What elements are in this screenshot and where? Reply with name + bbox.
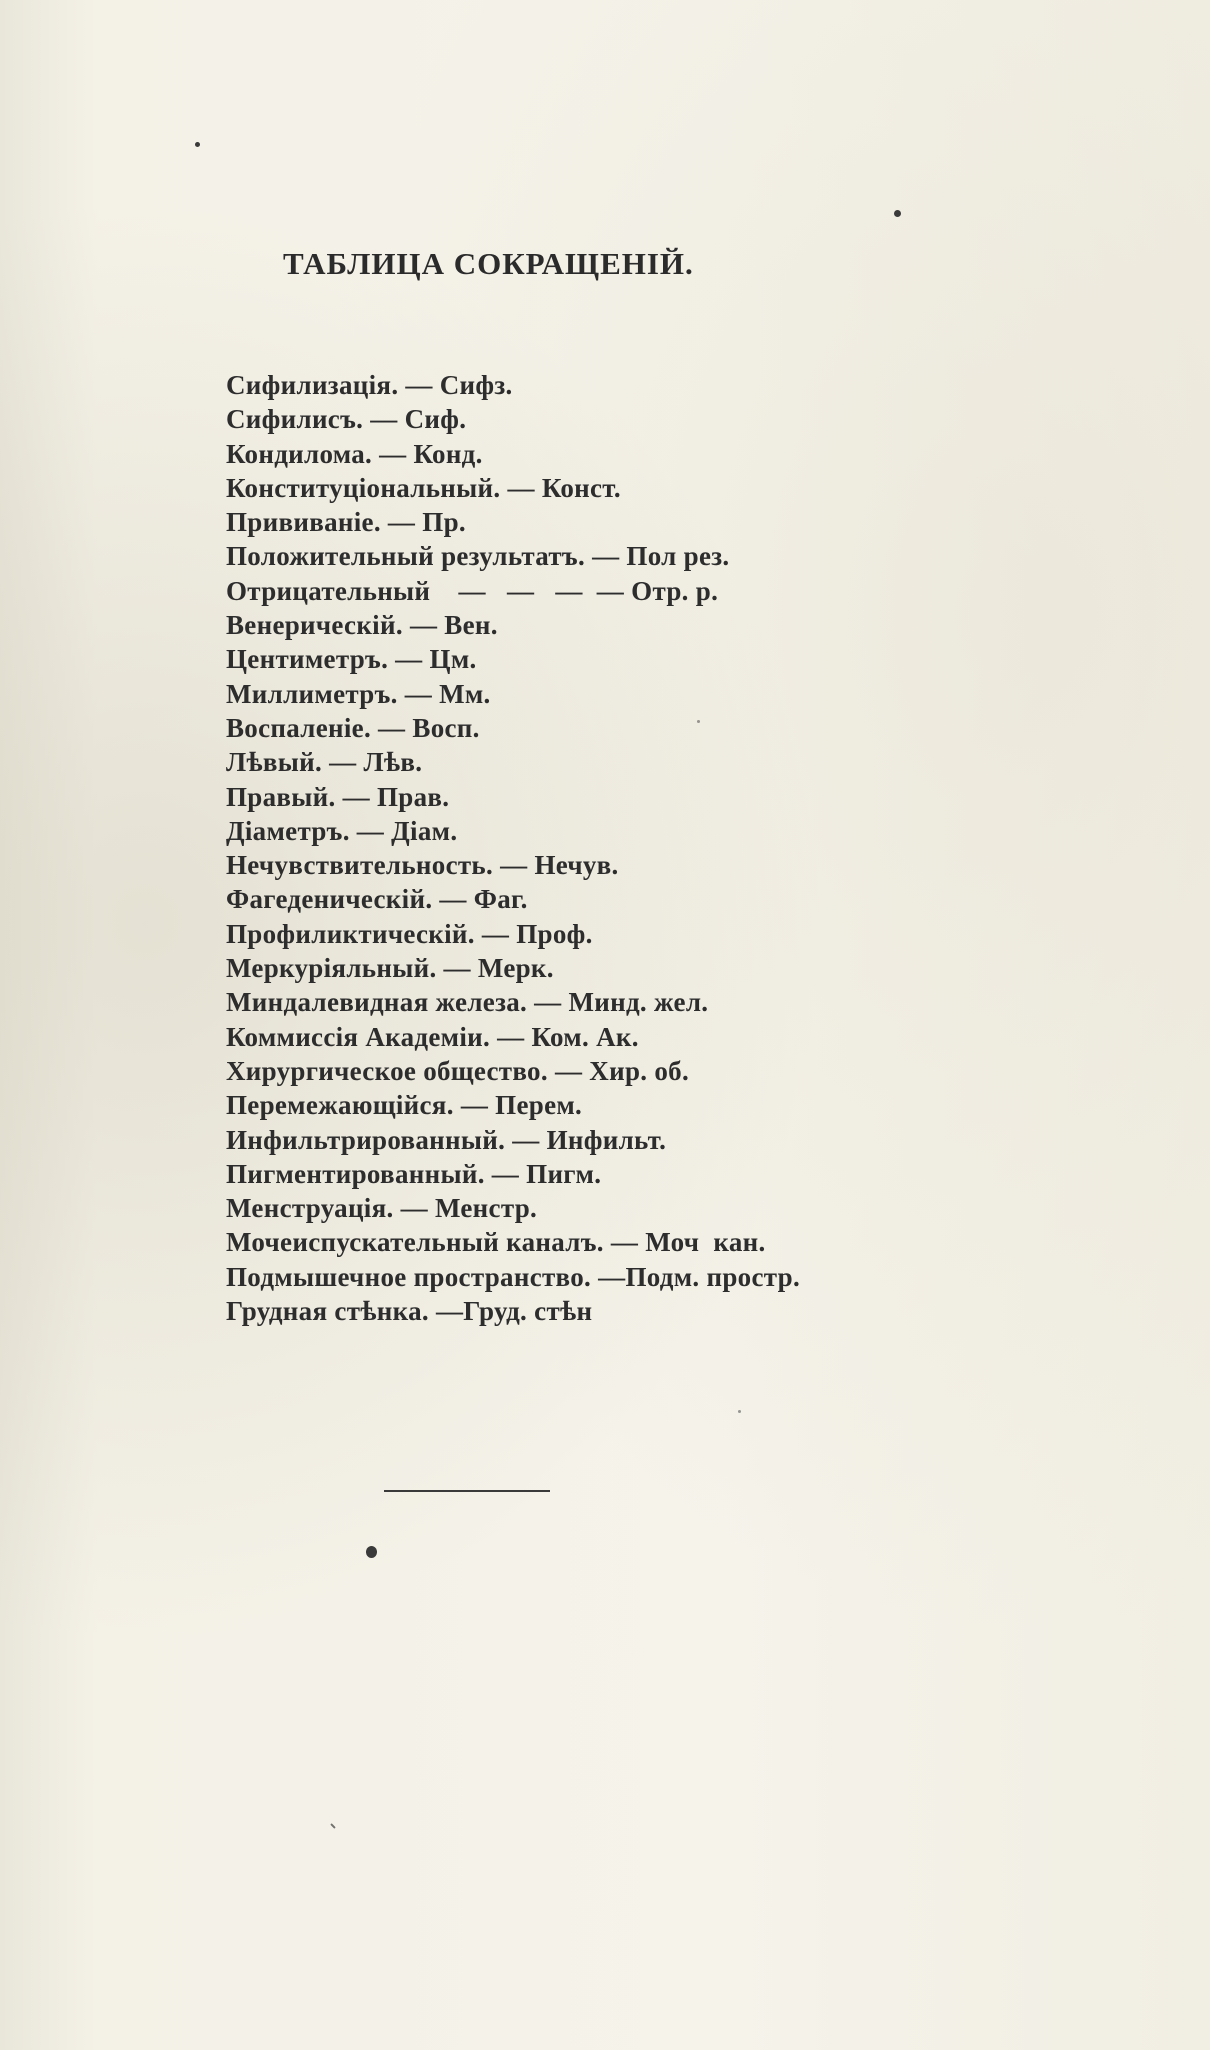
abbreviation-entry: Прививаніе. — Пр.	[226, 507, 466, 538]
abbreviation-entry: Менструація. — Менстр.	[226, 1193, 538, 1224]
abbreviation-entry: Миллиметръ. — Мм.	[226, 678, 491, 709]
abbreviation-entry: Фагеденическій. — Фаг.	[226, 884, 528, 915]
abbreviation-entry: Хирургическое общество. — Хир. об.	[226, 1055, 690, 1086]
abbreviation-entry: Коммиссія Академіи. — Ком. Ак.	[226, 1021, 639, 1052]
closing-rule	[384, 1490, 550, 1492]
abbreviation-entry: Кондилома. — Конд.	[226, 438, 483, 469]
abbreviation-entry: Профиликтическій. — Проф.	[226, 918, 593, 949]
abbreviation-entry: Перемежающійся. — Перем.	[226, 1090, 583, 1121]
abbreviation-entry: Подмышечное пространство. —Подм. простр.	[226, 1261, 801, 1292]
abbreviation-entry: Воспаленіе. — Восп.	[226, 712, 480, 743]
abbreviation-entry: Діаметръ. — Діам.	[226, 815, 458, 846]
abbreviation-entry: Сифилисъ. — Сиф.	[226, 404, 467, 435]
ink-speck	[366, 1546, 377, 1558]
abbreviation-entry: Положительный результатъ. — Пол рез.	[226, 541, 730, 572]
ink-speck	[738, 1410, 741, 1413]
abbreviation-entry: Отрицательный — — — — Отр. р.	[226, 575, 719, 606]
abbreviation-list	[226, 368, 800, 1328]
abbreviation-entry: Конституціональный. — Конст.	[226, 472, 621, 503]
abbreviation-entry: Сифилизація. — Сифз.	[226, 370, 513, 400]
page-title: ТАБЛИЦА СОКРАЩЕНІЙ.	[283, 246, 694, 281]
abbreviation-entry: Пигментированный. — Пигм.	[226, 1158, 602, 1189]
abbreviation-entry: Инфильтрированный. — Инфильт.	[226, 1124, 667, 1155]
abbreviation-entry: Лѣвый. — Лѣв.	[226, 747, 423, 778]
abbreviation-entry: Мочеиспускательный каналъ. — Моч кан.	[226, 1227, 766, 1258]
abbreviation-entry: Венерическій. — Вен.	[226, 610, 498, 641]
abbreviation-entry: Правый. — Прав.	[226, 781, 450, 812]
abbreviation-entry: Нечувствительность. — Нечув.	[226, 850, 619, 881]
abbreviation-entry: Центиметръ. — Цм.	[226, 644, 477, 675]
abbreviation-entry: Миндалевидная железа. — Минд. жел.	[226, 987, 709, 1018]
ink-speck	[195, 142, 200, 147]
ink-speck	[894, 210, 901, 217]
ink-speck	[330, 1823, 336, 1829]
abbreviation-entry: Меркуріяльный. — Мерк.	[226, 953, 554, 984]
abbreviation-entry: Грудная стѣнка. —Груд. стѣн	[226, 1296, 593, 1327]
ink-speck	[697, 720, 700, 723]
